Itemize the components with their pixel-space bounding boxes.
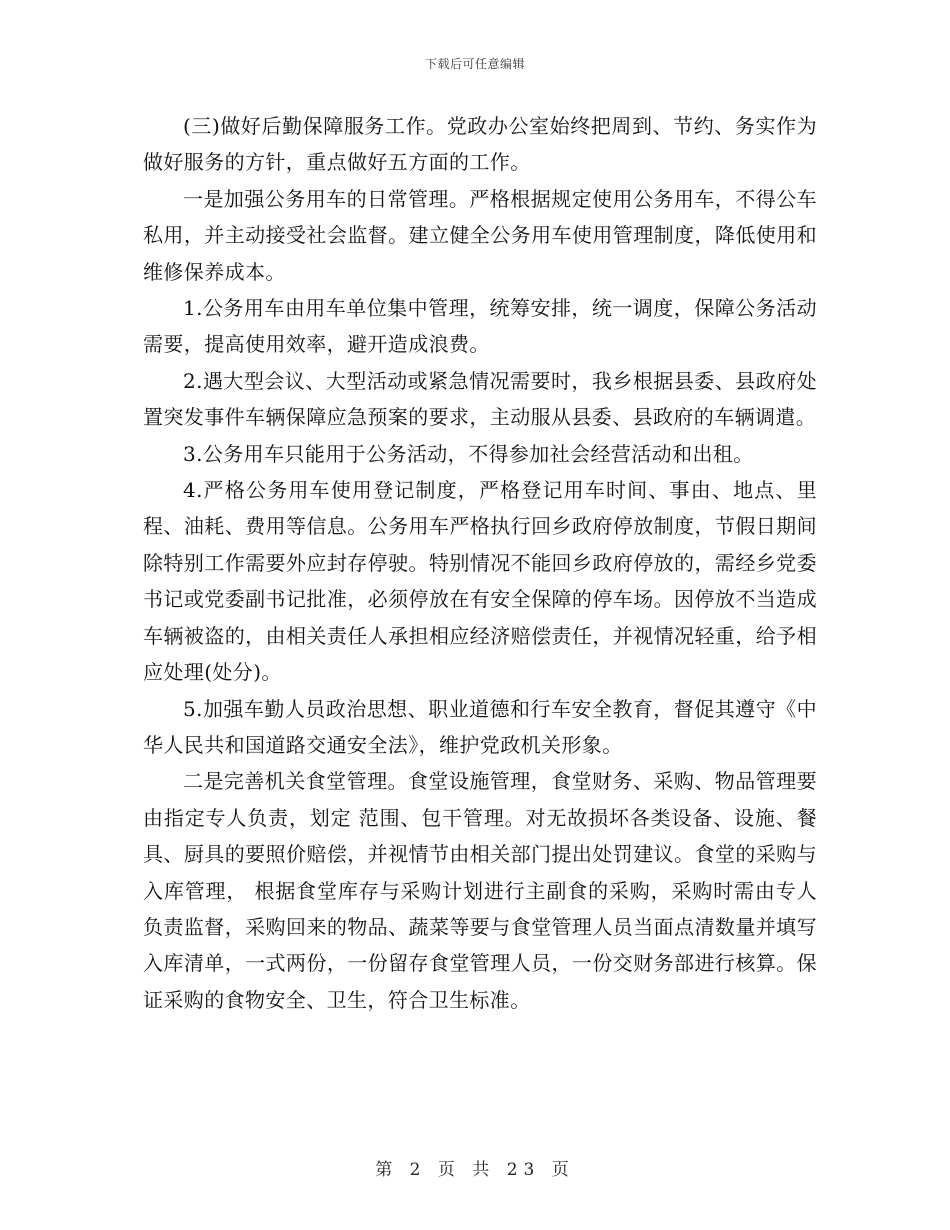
paragraph: 2.遇大型会议、大型活动或紧急情况需要时，我乡根据县委、县政府处置突发事件车辆保障应急预案的要求，主动服从县委、县政府的车辆调遣。 (143, 368, 817, 430)
page-header: 下载后可任意编辑 (424, 57, 525, 71)
document-body (143, 108, 817, 1018)
paragraph: 3.公务用车只能用于公务活动，不得参加社会经营活动和出租。 (183, 441, 754, 466)
page-footer: 第 2 页 共 23 页 (375, 1160, 575, 1180)
paragraph: 1.公务用车由用车单位集中管理，统筹安排，统一调度，保障公务活动需要，提高使用效率，避开造成浪费。 (143, 296, 817, 357)
paragraph: 一是加强公务用车的日常管理。严格根据规定使用公务用车，不得公车私用，并主动接受社会监督。建立健全公务用车使用管理制度，降低使用和维修保养成本。 (143, 186, 817, 284)
paragraph: 4.严格公务用车使用登记制度，严格登记用车时间、事由、地点、里程、油耗、费用等信息。公务用车严格执行回乡政府停放制度，节假日期间除特别工作需要外应封存停驶。特别情况不能回乡政府停放的，需经乡党委书记或党委副书记批准，必须停放在有安全保障的停车场。因停放不当造成车辆被盗的，由相关责任人承担相应经济赔偿责任，并视情况轻重，给予相应处理(处分)。 (143, 478, 817, 685)
paragraph: 5.加强车勤人员政治思想、职业道德和行车安全教育，督促其遵守《中华人民共和国道路交通安全法》，维护党政机关形象。 (143, 696, 817, 757)
paragraph: 二是完善机关食堂管理。食堂设施管理，食堂财务、采购、物品管理要由指定专人负责，划定 范围、包干管理。对无故损坏各类设备、设施、餐具、厨具的要照价赔偿，并视情节由相关部门提出处罚建议。食堂的采购与入库管理， 根据食堂库存与采购计划进行主副食的采购，采购时需由专人负责监督，采购回来的物品、蔬菜等要与食堂管理人员当面点清数量并填写入库清单，一式两份，一份留存食堂管理人员，一份交财务部进行核算。保证采购的食物安全、卫生，符合卫生标准。 (143, 769, 817, 1012)
paragraph: (三)做好后勤保障服务工作。党政办公室始终把周到、节约、务实作为做好服务的方针，重点做好五方面的工作。 (143, 114, 817, 175)
